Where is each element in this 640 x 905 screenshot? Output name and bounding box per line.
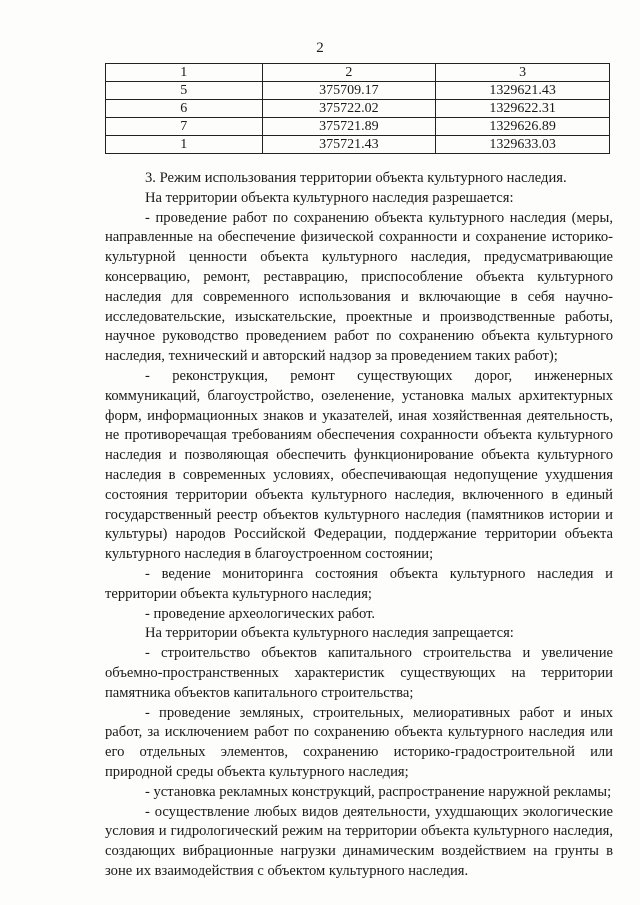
table-cell-y: 1329626.89 [436, 118, 610, 136]
paragraph-allowed-item: - проведение работ по сохранению объекта культурного наследия (меры, направленные на обеспечение физической сохранности и сохранение историко-культурной ценности объекта культурного наследия, предусматривающие консервацию, ремонт, реставрацию, приспособление объекта культурного наследия для современного использования и включающие в себя научно-исследовательские, изыскательские, проектные и производственные работы, научное руководство проведением работ по сохранению объекта культурного наследия, технический и авторский надзор за проведением таких работ); [105, 209, 613, 365]
table-header-cell: 3 [436, 64, 610, 82]
table-row [106, 118, 610, 136]
paragraph-forbidden-intro: На территории объекта культурного наследия запрещается: [145, 625, 514, 642]
paragraph-allowed-item: - проведение археологических работ. [145, 605, 376, 622]
paragraph-allowed-item: - ведение мониторинга состояния объекта культурного наследия и территории объекта культурного наследия; [105, 565, 613, 602]
paragraph-forbidden-item: - установка рекламных конструкций, распространение наружной рекламы; [145, 783, 612, 800]
table-cell-x: 375709.17 [262, 82, 436, 100]
table-cell-point: 1 [106, 136, 263, 154]
table-header-cell: 1 [106, 64, 263, 82]
table-cell-x: 375722.02 [262, 100, 436, 118]
table-cell-y: 1329622.31 [436, 100, 610, 118]
table-cell-point: 7 [106, 118, 263, 136]
table-cell-x: 375721.89 [262, 118, 436, 136]
table-header-row [106, 64, 610, 82]
table-cell-x: 375721.43 [262, 136, 436, 154]
table-cell-point: 6 [106, 100, 263, 118]
paragraph-allowed-intro: На территории объекта культурного наследия разрешается: [145, 189, 514, 206]
table-row [106, 100, 610, 118]
paragraph-forbidden-item: - строительство объектов капитального строительства и увеличение объемно-пространственных характеристик существующих на территории памятника объектов капитального строительства; [105, 645, 613, 701]
table-header-cell: 2 [262, 64, 436, 82]
document-body [105, 169, 613, 882]
table-cell-point: 5 [106, 82, 263, 100]
paragraph-allowed-item: - реконструкция, ремонт существующих дорог, инженерных коммуникаций, благоустройство, озеленение, установка малых архитектурных форм, информационных знаков и указателей, иная хозяйственная деятельность, не противоречащая требованиям обеспечения сохранности объекта культурного наследия и позволяющая обеспечить функционирование объекта культурного наследия в современных условиях, обеспечивающая недопущение ухудшения состояния территории объекта культурного наследия, включенного в единый государственный реестр объектов культурного наследия (памятников истории и культуры) народов Российской Федерации, поддержание территории объекта культурного наследия в благоустроенном состоянии; [105, 367, 613, 563]
table-cell-y: 1329621.43 [436, 82, 610, 100]
table-row [106, 136, 610, 154]
paragraph-forbidden-item: - проведение земляных, строительных, мелиоративных работ и иных работ, за исключением работ по сохранению объекта культурного наследия или его отдельных элементов, сохранению историко-градостроительной или природной среды объекта культурного наследия; [105, 704, 613, 780]
table-cell-y: 1329633.03 [436, 136, 610, 154]
coordinates-table [105, 63, 610, 154]
paragraph-forbidden-item: - осуществление любых видов деятельности, ухудшающих экологические условия и гидрологический режим на территории объекта культурного наследия, создающих вибрационные нагрузки динамическим воздействием на грунты в зоне их взаимодействия с объектом культурного наследия. [105, 803, 613, 879]
page-number: 2 [316, 40, 324, 56]
section-heading: 3. Режим использования территории объекта культурного наследия. [145, 170, 567, 186]
table-row [106, 82, 610, 100]
